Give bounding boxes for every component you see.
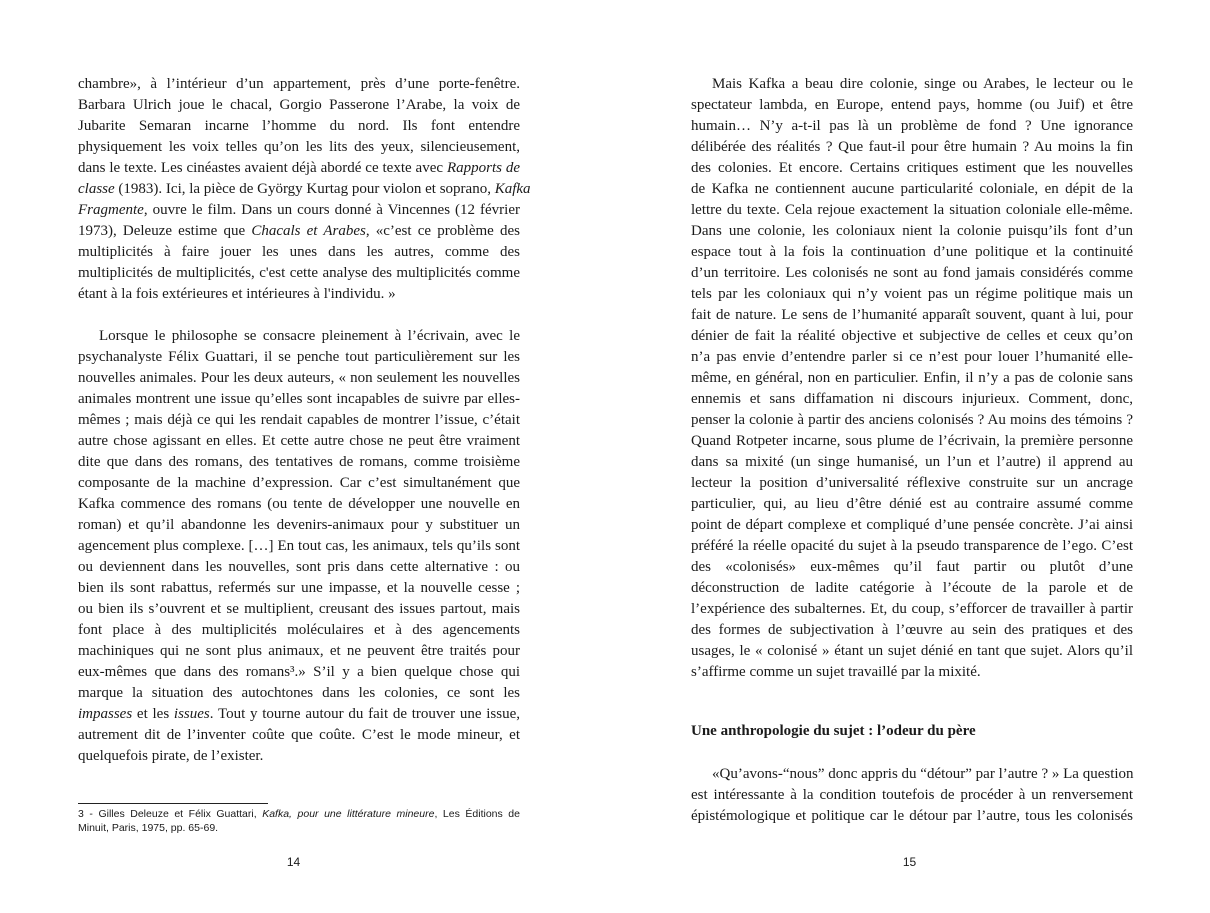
text-line: Kafka commence des romans (ou tente de développer une nouvelle en bbox=[78, 496, 520, 512]
italic-text: Kafka, pour une littérature mineure bbox=[262, 808, 435, 820]
text-line: est intéressante à la condition toutefois de procéder à un renversement bbox=[691, 787, 1133, 803]
text-line: espace tout à la fois la continuation d’une politique et la continuité bbox=[691, 244, 1133, 260]
text-line: dite que dans des romans, des tentatives de romans, comme troisième bbox=[78, 454, 520, 470]
text-line: Fragmente, ouvre le film. Dans un cours donné à Vincennes (12 février bbox=[78, 202, 520, 218]
text-line: quelquefois pirate, de l’exister. bbox=[78, 748, 264, 764]
text-line: ennemis et sans diffamation ni discours injurieux. Comment, donc, bbox=[691, 391, 1133, 407]
text-line: n’a pas envie d’entendre parler si ce n’est pour louer l’humanité elle- bbox=[691, 349, 1133, 365]
text-line: penser la colonie à partir des anciens colonisés ? Au moins des témoins ? bbox=[691, 412, 1133, 428]
text-line: roman) et qu’il abandonne les devenirs-animaux pour y substituer un bbox=[78, 517, 520, 533]
text-line: particulier, qui, au lieu d’être dénié est au contraire assumé comme bbox=[691, 496, 1133, 512]
text-line: ou bien ils s’ouvrent et se multiplient, creusant des issues partout, mais bbox=[78, 601, 520, 617]
section-heading: Une anthropologie du sujet : l’odeur du père bbox=[691, 723, 976, 739]
text-line: l’expérience des subalternes. Et, du coup, s’efforcer de travailler à partir bbox=[691, 601, 1133, 617]
paragraph bbox=[78, 326, 520, 767]
text-line: point de départ complexe et compliqué d’une pensée concrète. J’ai ainsi bbox=[691, 517, 1133, 533]
italic-text: Kafka bbox=[494, 181, 531, 197]
text-line: multiplicités de multiplicités, c'est cette analyse des multiplicités comme bbox=[78, 265, 520, 281]
text-line: Quand Rotpeter incarne, sous plume de l’écrivain, la première personne bbox=[691, 433, 1133, 449]
text-line: de Kafka ne contiennent aucune particularité coloniale, en dépit de la bbox=[691, 181, 1133, 197]
italic-text: Chacals et Arabes bbox=[251, 223, 366, 239]
footnote bbox=[78, 807, 520, 835]
paragraph bbox=[78, 74, 531, 305]
text-line: chambre», à l’intérieur d’un appartement, près d’une porte-fenêtre. bbox=[78, 76, 520, 92]
text-line: spectateur lambda, en Europe, entend pays, homme (ou Juif) et être bbox=[691, 97, 1133, 113]
text-line: eux-mêmes que dans des romans³.» S’il y a bien quelque chose qui bbox=[78, 664, 520, 680]
text-line: Mais Kafka a beau dire colonie, singe ou Arabes, le lecteur ou le bbox=[712, 76, 1133, 92]
text-line: agencement plus complexe. […] En tout cas, les animaux, tels qu’ils sont bbox=[78, 538, 520, 554]
text-line: Minuit, Paris, 1975, pp. 65-69. bbox=[78, 822, 219, 834]
text-line: Dans une colonie, les coloniaux nient la colonie puisqu’ils font d’un bbox=[691, 223, 1133, 239]
text-line: psychanalyste Félix Guattari, il se penche tout particulièrement sur les bbox=[78, 349, 520, 365]
text-line: des «colonisés» eux-mêmes qu’il faut partir ou plutôt d’une bbox=[691, 559, 1133, 575]
text-line: mêmes ; mais déjà ce qui les rendait capables de montrer l’issue, c’était bbox=[78, 412, 520, 428]
text-line: des colonies. Et encore. Certains critiques estiment que les nouvelles bbox=[691, 160, 1133, 176]
text-line: impasses et les issues. Tout y tourne autour du fait de trouver une issue, bbox=[78, 706, 520, 722]
text-line: épistémologique et politique car le détour par l’autre, tous les colonisés bbox=[691, 808, 1133, 824]
text-line: usages, le « colonisé » étant un sujet dénié en tant que sujet. Alors qu’il bbox=[691, 643, 1133, 659]
text-line: Jubarite Semaran incarne l’homme du nord. Ils font entendre bbox=[78, 118, 520, 134]
paragraph bbox=[691, 74, 1133, 683]
text-line: lettre du texte. Cela rejoue exactement la situation coloniale elle-même. bbox=[691, 202, 1133, 218]
italic-text: classe bbox=[78, 181, 115, 197]
text-line: machiniques qui ne sont plus animaux, et ne peuvent être traités pour bbox=[78, 643, 520, 659]
text-line: Barbara Ulrich joue le chacal, Gorgio Passerone l’Arabe, la voix de bbox=[78, 97, 520, 113]
text-line: nouvelles animales. Pour les deux auteurs, « non seulement les nouvelles bbox=[78, 370, 520, 386]
text-line: bien ils sont rabattus, refermés sur une impasse, et la nouvelle cesse ; bbox=[78, 580, 520, 596]
page-number: 15 bbox=[902, 855, 917, 869]
text-line: physiquement les voix telles qu’on les lits des yeux, silencieusement, bbox=[78, 139, 520, 155]
text-line: autre chose agissant en elles. Et cette autre chose ne peut être vraiment bbox=[78, 433, 520, 449]
text-line: s’affirme comme un sujet travaillé par la mixité. bbox=[691, 664, 981, 680]
text-line: marque la situation des autochtones dans les colonies, ce sont les bbox=[78, 685, 520, 701]
text-line: étant à la fois extérieures et intérieures à l'individu. » bbox=[78, 286, 396, 302]
paragraph bbox=[691, 764, 1133, 827]
text-line: délibérée des réalités ? Que faut-il pour être humain ? Au moins la fin bbox=[691, 139, 1133, 155]
text-line: autrement dit de l’inventer coûte que coûte. C’est le mode mineur, et bbox=[78, 727, 520, 743]
text-line: même, en général, non en particulier. Enfin, il n’y a pas de colonie sans bbox=[691, 370, 1133, 386]
text-line: «Qu’avons-“nous” donc appris du “détour” par l’autre ? » La question bbox=[712, 766, 1134, 782]
text-line: font place à des multiplicités moléculaires et à des agencements bbox=[78, 622, 520, 638]
footnote-divider bbox=[78, 803, 268, 804]
right-page bbox=[605, 0, 1210, 913]
text-line: déconstruction de ladite catégorie à l’écoute de la parole et de bbox=[691, 580, 1133, 596]
text-line: lecteur la position d’universalité réflexive construite sur un ancrage bbox=[691, 475, 1133, 491]
text-line: tels par les coloniaux qui n’y voient pas un régime politique mais un bbox=[691, 286, 1133, 302]
page-number: 14 bbox=[286, 855, 301, 869]
italic-text: impasses bbox=[78, 706, 133, 722]
text-line: préféré la réelle opacité du sujet à la pseudo transparence de l’ego. C’est bbox=[691, 538, 1133, 554]
italic-text: Rapports de bbox=[446, 160, 520, 176]
italic-text: issues bbox=[173, 706, 210, 722]
text-line: d’un territoire. Les colonisés ne sont au fond jamais considérés comme bbox=[691, 265, 1133, 281]
text-line: des formes de subjectivation à l’œuvre au sein des pratiques et des bbox=[691, 622, 1133, 638]
text-line: humain… N’y a-t-il pas là un problème de fond ? Une ignorance bbox=[691, 118, 1133, 134]
text-line: composante de la machine d’expression. Car c’est simultanément que bbox=[78, 475, 520, 491]
text-line: animales montrent une issue qu’elles sont incapables de suivre par elles- bbox=[78, 391, 520, 407]
text-line: Lorsque le philosophe se consacre pleinement à l’écrivain, avec le bbox=[99, 328, 520, 344]
text-line: 3 - Gilles Deleuze et Félix Guattari, Kafka, pour une littérature mineure, Les Éditions de bbox=[78, 808, 520, 820]
text-line: classe (1983). Ici, la pièce de György Kurtag pour violon et soprano, Kafka bbox=[78, 181, 531, 197]
text-line: dans le texte. Les cinéastes avaient déjà abordé ce texte avec Rapports de bbox=[78, 160, 520, 176]
italic-text: Fragmente bbox=[78, 202, 144, 218]
text-line: multiplicités à faire jouer les unes dans les autres, comme des bbox=[78, 244, 520, 260]
text-line: dénier de fait la réalité objective et subjective de celles et ceux qu’on bbox=[691, 328, 1133, 344]
text-line: fait de nature. Le sens de l’humanité apparaît souvent, quant à lui, pour bbox=[691, 307, 1133, 323]
text-line: ou deviennent dans les nouvelles, sont pris dans cette alternative : ou bbox=[78, 559, 520, 575]
text-line: 1973), Deleuze estime que Chacals et Arabes, «c’est ce problème des bbox=[78, 223, 520, 239]
text-line: dans sa mixité (un singe humanisé, un l’un et l’autre) il apprend au bbox=[691, 454, 1133, 470]
